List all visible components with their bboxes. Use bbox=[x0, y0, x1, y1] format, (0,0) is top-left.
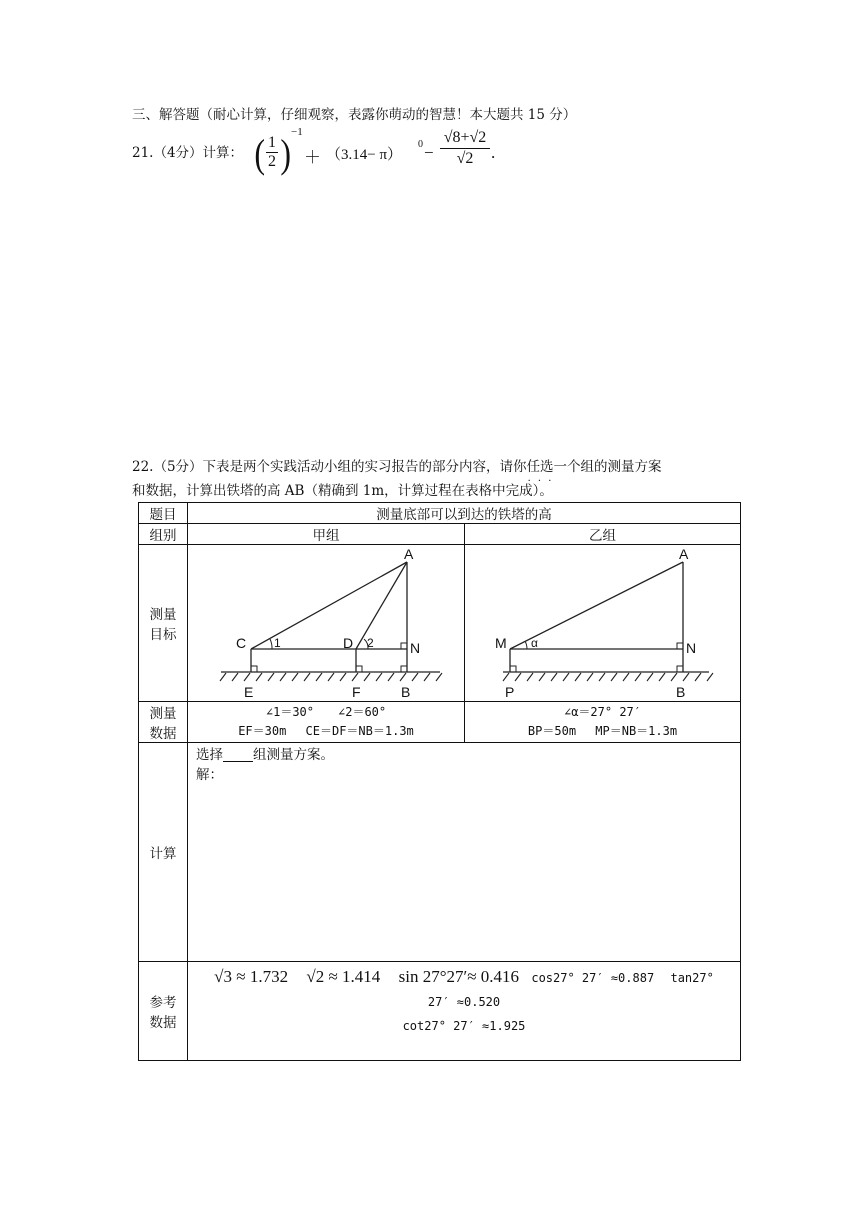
q21-num-b: √2 bbox=[469, 129, 487, 146]
calc-solve: 解： bbox=[196, 767, 223, 783]
ref-sin: sin 27°27′≈ 0.416 bbox=[398, 967, 520, 986]
line-da bbox=[356, 562, 407, 649]
table-row bbox=[139, 524, 741, 545]
q21-exponent: −1 bbox=[291, 126, 303, 138]
q21-prefix: 21.（4分）计算： bbox=[132, 145, 244, 161]
table-row bbox=[139, 545, 741, 702]
ref-sqrt3: √3 ≈ 1.732 bbox=[214, 967, 289, 986]
q21-fraction-2 bbox=[440, 128, 490, 169]
figure-a-cell bbox=[188, 545, 465, 702]
label-alpha: α bbox=[531, 636, 538, 650]
row-label-target-2: 目标 bbox=[149, 627, 177, 643]
q22-line1 bbox=[132, 458, 662, 476]
topic-value: 测量底部可以到达的铁塔的高 bbox=[188, 503, 741, 524]
group-a-data-line1: ∠1＝30° ∠2＝60° bbox=[265, 705, 387, 719]
q21-num-plus: + bbox=[460, 129, 470, 146]
q21-end: . bbox=[491, 143, 496, 162]
table-row bbox=[139, 503, 741, 524]
q21-frac-num: 1 bbox=[268, 134, 276, 151]
q21-num-a: √8 bbox=[443, 129, 461, 146]
row-label-data-1: 测量 bbox=[149, 706, 177, 722]
q22-line2: 和数据，计算出铁塔的高 AB（精确到 1m，计算过程在表格中完成）。 bbox=[132, 483, 553, 499]
q21-minus: − bbox=[424, 143, 434, 162]
label-b: B bbox=[676, 684, 686, 700]
table-row bbox=[139, 702, 741, 743]
label-n: N bbox=[686, 640, 697, 656]
q21-frac-den: 2 bbox=[268, 153, 276, 170]
reference-data bbox=[188, 962, 741, 1061]
label-f: F bbox=[352, 684, 361, 700]
row-label-topic: 题目 bbox=[139, 503, 188, 524]
group-choice-blank[interactable] bbox=[223, 747, 253, 762]
ref-sqrt2: √2 ≈ 1.414 bbox=[306, 967, 381, 986]
calc-area[interactable] bbox=[188, 743, 741, 962]
table-row bbox=[139, 743, 741, 962]
calc-select-post: 组测量方案。 bbox=[253, 747, 334, 763]
label-a: A bbox=[679, 546, 689, 562]
label-n: N bbox=[410, 640, 421, 656]
label-p: P bbox=[505, 684, 515, 700]
table-row bbox=[139, 962, 741, 1061]
label-c: C bbox=[236, 635, 247, 651]
group-a-data bbox=[188, 702, 465, 743]
group-a-header: 甲组 bbox=[188, 524, 465, 545]
group-a-data-line2: EF＝30m CE＝DF＝NB＝1.3m bbox=[238, 724, 414, 738]
group-b-data-line1: ∠α＝27° 27′ bbox=[563, 705, 642, 719]
q22-line1-b: 个组的测量方案 bbox=[567, 459, 662, 475]
ref-cos: cos27° 27′ ≈0.887 bbox=[531, 971, 655, 985]
label-m: M bbox=[495, 635, 507, 651]
report-table bbox=[138, 502, 741, 1061]
label-a: A bbox=[404, 546, 414, 562]
right-paren: ) bbox=[280, 131, 291, 176]
row-label-data bbox=[139, 702, 188, 743]
ref-tan-a: tan27° bbox=[670, 971, 714, 985]
row-label-ref bbox=[139, 962, 188, 1061]
q22-emphasis: 任选一 · · · bbox=[527, 459, 568, 475]
row-label-target bbox=[139, 545, 188, 702]
ref-tan-b: 27′ ≈0.520 bbox=[427, 995, 501, 1009]
section-heading: 三、解答题（耐心计算，仔细观察，表露你萌动的智慧！本大题共 15 分） bbox=[132, 107, 577, 123]
left-paren: ( bbox=[254, 131, 265, 176]
row-label-data-2: 数据 bbox=[149, 726, 177, 742]
label-b: B bbox=[401, 684, 411, 700]
q21-den: √2 bbox=[456, 150, 474, 167]
q21-fraction bbox=[266, 134, 278, 171]
row-label-target-1: 测量 bbox=[149, 607, 177, 623]
ref-cot: cot27° 27′ ≈1.925 bbox=[402, 1019, 526, 1033]
row-label-ref-2: 数据 bbox=[149, 1015, 177, 1031]
figure-b bbox=[465, 545, 740, 701]
label-angle-2: 2 bbox=[367, 636, 374, 650]
group-b-data bbox=[465, 702, 741, 743]
label-e: E bbox=[244, 684, 254, 700]
label-angle-1: 1 bbox=[274, 636, 281, 650]
q21-term2: （3.14− π） bbox=[326, 147, 403, 163]
group-b-data-line2: BP＝50m MP＝NB＝1.3m bbox=[527, 724, 678, 738]
group-b-header: 乙组 bbox=[465, 524, 741, 545]
label-d: D bbox=[343, 635, 354, 651]
figure-a bbox=[188, 545, 464, 701]
figure-b-cell bbox=[465, 545, 741, 702]
calc-select-pre: 选择 bbox=[196, 747, 223, 763]
q21-plus: ＋ bbox=[304, 148, 321, 167]
row-label-group: 组别 bbox=[139, 524, 188, 545]
row-label-calc: 计算 bbox=[139, 743, 188, 962]
q22-line1-a: 22.（5分）下表是两个实践活动小组的实习报告的部分内容，请你 bbox=[132, 459, 527, 475]
q21-term2-exp: 0 bbox=[418, 139, 423, 150]
row-label-ref-1: 参考 bbox=[149, 995, 177, 1011]
